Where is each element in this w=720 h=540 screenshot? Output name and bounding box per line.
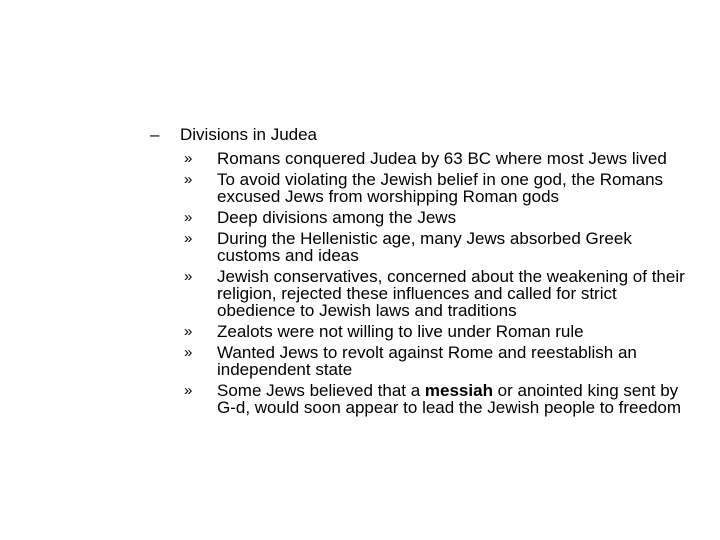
bullet-item: [180, 382, 690, 416]
bullet-item: [180, 323, 690, 340]
chevron-bullet: »: [184, 230, 193, 247]
chevron-bullet: »: [184, 268, 193, 285]
bullet-text: To avoid violating the Jewish belief in one god, the Romans excused Jews from worshipping Roman gods: [217, 170, 664, 206]
chevron-bullet: »: [184, 171, 193, 188]
bullet-text-end: or anointed king sent by G-d, would soon appear to lead the Jewish people to freedom: [217, 381, 682, 417]
bullet-item: [180, 268, 690, 319]
bullet-text: Romans conquered Judea by 63 BC where most Jews lived: [217, 149, 667, 168]
bullet-text: Deep divisions among the Jews: [217, 208, 457, 227]
chevron-bullet: »: [184, 209, 193, 226]
dash-bullet: –: [150, 125, 160, 144]
bullet-text: Jewish conservatives, concerned about the weakening of their religion, rejected these influences and called for strict obedience to Jewish laws and traditions: [217, 267, 685, 320]
bullet-text: Zealots were not willing to live under Roman rule: [217, 322, 584, 341]
bullet-text: Wanted Jews to revolt against Rome and reestablish an independent state: [217, 343, 637, 379]
bullet-item: [180, 150, 690, 167]
emphasized-term: messiah: [424, 381, 493, 400]
chevron-bullet: »: [184, 382, 193, 399]
section-heading: Divisions in Judea: [180, 125, 318, 144]
chevron-bullet: »: [184, 150, 193, 167]
bullet-item: [180, 171, 690, 205]
bullet-item: [180, 209, 690, 226]
chevron-bullet: »: [184, 344, 193, 361]
bullet-item: [180, 230, 690, 264]
chevron-bullet: »: [184, 323, 193, 340]
bullet-text: [217, 382, 690, 416]
bullet-list: [180, 150, 690, 420]
bullet-text: During the Hellenistic age, many Jews absorbed Greek customs and ideas: [217, 229, 632, 265]
bullet-text-start: Some Jews believed that a: [217, 381, 425, 400]
bullet-item: [180, 344, 690, 378]
